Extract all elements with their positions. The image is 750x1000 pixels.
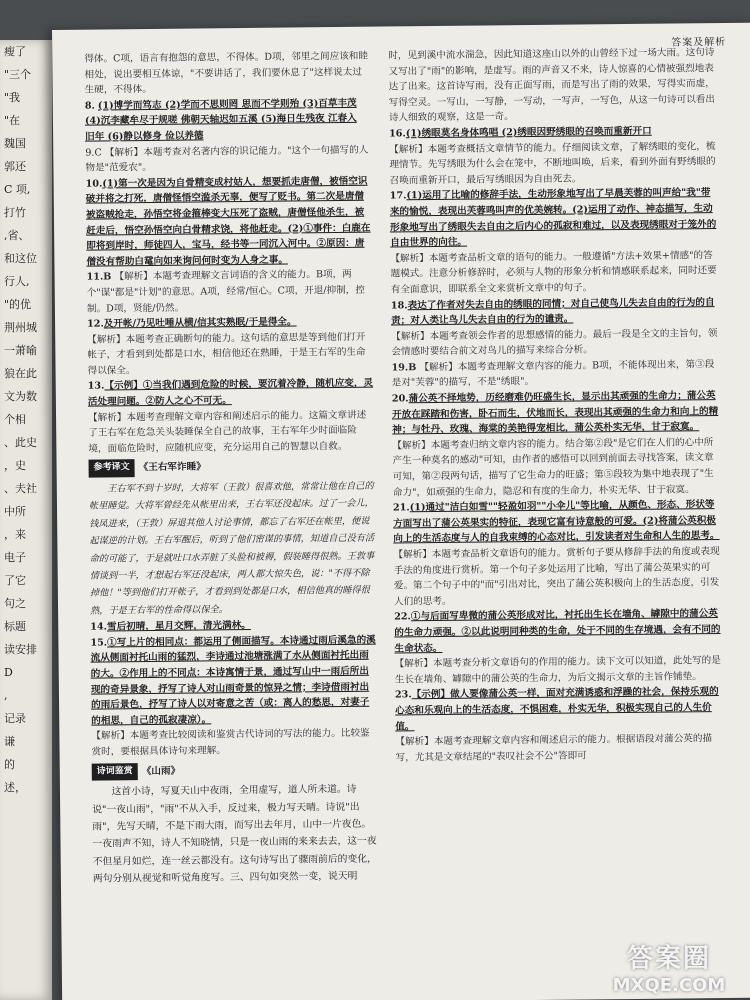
left-page-edge (0, 40, 52, 1000)
left-page-line: 文为数 (4, 390, 37, 403)
poem-title: 《山雨》 (141, 765, 181, 777)
left-page-line: ,省、 (4, 229, 30, 242)
left-page-line: 荆州城 (4, 321, 37, 334)
left-page-line: 的 (4, 758, 15, 771)
left-page-line: ，史 (4, 459, 26, 472)
left-page-line: 和这位 (4, 252, 37, 265)
left-page-line: 、此史 (4, 436, 37, 449)
left-column (84, 49, 379, 889)
left-page-line: ，来 (4, 528, 26, 541)
watermark-url: MXQE.COM (612, 975, 726, 996)
left-page-line: , (4, 689, 8, 702)
answer-12: 12.及开帐/乃见吐唾从横/信其实熟眠/于是得全。 【解析】本题考查正确断句的能力。这句话的意思是等到他们打开帐子，才看到到处都是口水，相信他还在熟睡，于是王右军的生命得以保全。 (87, 316, 366, 377)
poem-text: 这首小诗，写夏天山中夜雨，全用虚写，道人所未道。诗说"一夜山雨"，"雨"不从入手，反过来，极力写天晴。诗说"出雨"，先写天晴，不是下雨大雨，而写出去年月，山中一片夜色。一夜雨声不知，诗人不知晓情，只是一夜山雨的来来去去，这一夜不但星月如烂，连一丝云都没有。这句诗写出了骤雨前后的变化，两句分别从视觉和听觉角度写。三、四句如突然一变，说天明 (92, 784, 377, 885)
left-page-line: "三个 (4, 68, 32, 81)
site-watermark (594, 938, 744, 996)
poem-heading (92, 760, 378, 781)
left-page-line: 了它 (4, 574, 26, 587)
answer-10: 10.(1)第一次是因为自骨精变成村姑人，想要抓走唐僧，被悟空识破并将之打死，唐僧怪悟空滥杀无辜，便写了贬书。第二次是唐僧被盗贼抢走，孙悟空将金箍棒变大压死了盗贼，唐僧怪他杀生，被赶走后，悟空孙悟空向白骨精求饶，将他赶走。(2)①事件：白鹿在即将到岸时，师徒四人，宝马，经书等一同沉入河中。②原因：唐僧没有帮助白鼋向如来询问何时变为人身之事。 (85, 175, 371, 268)
carryover-text: 得体。C项，语言有抱怨的意思，不得体。D项，邻里之间应该和睦相处，说出要相互体谅，"不要讲话了，我们要休息了"这样说太过生硬，不得体。 (84, 50, 369, 96)
left-page-line: 打竹 (4, 206, 26, 219)
left-page-line: D (4, 666, 13, 679)
translation-heading (89, 457, 375, 478)
poem-tag: 诗词鉴赏 (92, 763, 138, 781)
answer-22: 22.①与后面写卑微的蒲公英形成对比，衬托出生长在墙角、罅隙中的蒲公英的生命力顽强。②以此说明同种类的生命，处于不同的生存境遇，会有不同的生命状态。 【解析】本题考查分析文章语句的作用的能力。读下文可以知道，此处写的是生长在墙角、罅隙中的蒲公英的生命力，为后文揭示文章的主旨作铺垫。 (394, 608, 721, 686)
right-column (388, 45, 725, 766)
answer-20: 20.蒲公英不择地势，历经磨难仍旺盛生长，显示出其顽强的生命力；蒲公英开放在踩踏和伤害，卧石而生，伏地而长，表现出其顽强的生命力和向上的精神；与牡丹、玫瑰、海棠的美艳得宠相比，蒲公英朴实无华，甘于寂寞。 【解析】本题考查归纳文章内容的能力。结合第②段"是它们在人们的心中所产生一种莫名的感动"可知，由作者的感悟可以回到前面去寻找答案，读文章可知，第②段两句话，描写了它生命力的旺盛；第⑤段较为集中地表现了"生命力"，如顽强的生命力，隐忍和有度的生命力，朴实无华、甘于寂寞。 (391, 390, 719, 499)
answer-9: 9.C 【解析】本题考查对名著内容的识记能力。"这个一句描写的人物是"范爱农"。 (85, 144, 369, 174)
left-page-line: "在 (4, 114, 21, 127)
left-page-line: 个相 (4, 413, 26, 426)
translation-text: 王右军不到十岁时，大将军（王敦）很喜欢他，常常让他在自己的帐里睡觉。大将军曾经先从帐里出来，王右军还没起床。过了一会儿，钱凤进来，（王敦）屏退其他人讨论事情，都忘了右军还在帐里，便说起谋逆的计划。王右军醒后，听到了他们密谋的事情，知道自己没有活命的可能了，于是就吐口水弄脏了头脸和被褥，假装睡得很熟。王敦事情谈到一半，才想起右军还没起床，两人都大惊失色，说："不得不除掉他！"等到他们打开帐子，才看到到处都是口水，相信他真的睡得很熟，于是王右军的性命得以保全。 (88, 480, 375, 617)
carryover-poem: 时，见到溪中流水湍急，因此知道这座山以外的山曾经下过一场大雨。这句诗又写出了"雨"的影响，是虚写。雨的声音又不来，诗人惊喜的心情被强烈地表达了出来。这首诗写雨，没有正面写雨，而是写出了雨的效果，写得实而虚，写得空灵。一写山，一写静，一写动，一写声，一写色，从这一句诗可以看出诗人细致的观察，这是一奇。 (388, 47, 716, 124)
answer-17: 17.(1)运用了比喻的修辞手法，生动形象地写出了早晨芙蓉的叫声给"我"带来的愉悦，表现出芙蓉鸣叫声的优美婉转。(2)运用了动作、神态描写，生动形象地写出了绣眼失去自由之后内心的孤寂和难过，以及表现绣眼对于笼外的自由世界的向往。 【解析】本题考查品析文章的语句的能力。一般遵循"方法+效果+情感"的答题模式。注意分析修辞时，必须与人物的形象分析和情感联系起来，同时还要有全面意识，即联系全文来赏析文章中的句子。 (389, 187, 717, 296)
left-page-line: 一萧喻 (4, 344, 37, 357)
answer-15: 15.①写上片的相同点：都运用了侧面描写。本诗通过雨后溪急的溪流从侧面衬托山雨的猛烈，李诗通过池塘涨满了水从侧面衬托出雨的大。②作用上的不同点：本诗寓情于景，通过写山中一雨后所出现的奇异景象，抒写了诗人对山雨奇景的惊异之情；李诗借雨衬出的雨后景色，抒写了诗人以对寄意之苦（或：离人的愁思，对妻子的相思，自己的孤寂凄凉）。 【解析】本题考查比较阅读和鉴赏古代诗词的写法的能力。比较鉴赏时，要根据具体诗句来理解。 (90, 634, 376, 758)
left-page-line: 瘦了 (4, 45, 26, 58)
answer-11: 11.B 【解析】本题考查理解文言词语的含义的能力。B项，两个"谋"都是"计划"的意思。A项，经常/恒心。C项，开退/抑制，控制。D项，贤能/仍然。 (86, 269, 366, 315)
page-header: 答案及解析 (671, 36, 727, 49)
answer-8: 8. (1)博学而笃志 (2)学而不思则罔 思而不学则殆 (3)百草丰茂 (4)沉李藏牟尽于规嗟 佛朝天轴迟如五溪 (5)海日生残夜 江春入 旧年 (6)静以修身 俭以养德 (84, 97, 357, 143)
left-page-line: 郭还 (4, 160, 26, 173)
answer-page (52, 23, 750, 1000)
answer-19: 19.B 【解析】本题考查理解文章内容的能力。B项，不能体现出来，第③段是对"芙蓉"的描写，不是"绣眼"。 (391, 358, 715, 389)
left-page-line: 读安排 (4, 643, 37, 656)
answer-13: 13.【示例】①当我们遇到危险的时候，要沉着冷静，随机应变，灵活处理问题。②防人之心不可无。 【解析】本题考查理解文章内容和阐述启示的能力。这篇文章讲述了王右军在危急关头装睡保全自己的故事，王右军年少时面临险境，面临危险时，应随机应变，充分运用自己的智慧以自救。 (87, 378, 374, 455)
answer-14: 14.雪后初晴，星月交辉，清光满林。 (90, 620, 251, 633)
left-page-line: "的优 (4, 298, 32, 311)
left-page-line: C 项, (4, 183, 31, 196)
left-page-line: 魏国 (4, 137, 26, 150)
left-page-line: 行人, (4, 275, 30, 288)
left-page-line: 述， (4, 781, 26, 794)
left-page-line: 句之 (4, 597, 26, 610)
left-page-line: "我 (4, 91, 21, 104)
answer-21: 21.(1)通过"洁白如雪""轻盈如羽""小伞儿"等比喻，从颜色、形态、形状等方面写出了蒲公英果实的特征，表现它富有诗意般的可爱。(2)将蒲公英积极向上的生活态度与人的自我束缚的心态对比，引发读者对生命和人生的思考。 【解析】本题考查品析文章语句的能力。赏析句子要从修辞手法的角度或表现手法的角度进行赏析。第一个句子多处运用了比喻，写出了蒲公英果实的可爱。第二个句子中的"而"引出对比，突出了蒲公英积极向上的生活态度，引发人们的思考。 (392, 499, 720, 608)
left-page-line: 电子 (4, 551, 26, 564)
left-page-line: 记录 (4, 712, 26, 725)
translation-tag: 参考译文 (89, 460, 135, 478)
left-page-line: 狼在此 (4, 367, 37, 380)
left-page-line: 、夫社 (4, 482, 37, 495)
translation-title: 《王右军诈睡》 (138, 461, 206, 474)
left-page-line: 中所 (4, 505, 26, 518)
answer-23: 23.【示例】做人要像蒲公英一样，面对充满诱惑和浮躁的社会，保持乐观的心态和乐观向上的生活态度，不惧困难，朴实无华，积极实现自己的人生价值。 【解析】本题考查理解文章内容和阐述启示的能力。根据语段对蒲公英的描写，尤其是文章结尾的"表叹社会不公"答即可 (394, 686, 719, 764)
left-page-line: 谦 (4, 735, 15, 748)
answer-18: 18.表达了作者对失去自由的绣眼的同情；对自己使鸟儿失去自由的行为的自责；对人类让鸟儿失去自由的行为的谴责。 【解析】本题考查领会作者的思想感情的能力。最后一段是全文的主旨句，领会情感时要结合前文对鸟儿的描写来综合分析。 (390, 296, 718, 358)
watermark-logo: 答案圈 (626, 944, 711, 974)
answer-16: 16.(1)绣眼莫名身体鸣唱 (2)绣眼因野绣眼的召唤而重新开口 【解析】本题考查概括文章情节的能力。仔细阅读文章，了解绣眼的变化，梳理情节。先写绣眼为什么会在笼中，不断地叫唤，后来，看到外面有野绣眼的召唤而重新开口，最后写绣眼因为自由死去。 (389, 125, 716, 187)
left-page-line: 标题 (4, 620, 26, 633)
